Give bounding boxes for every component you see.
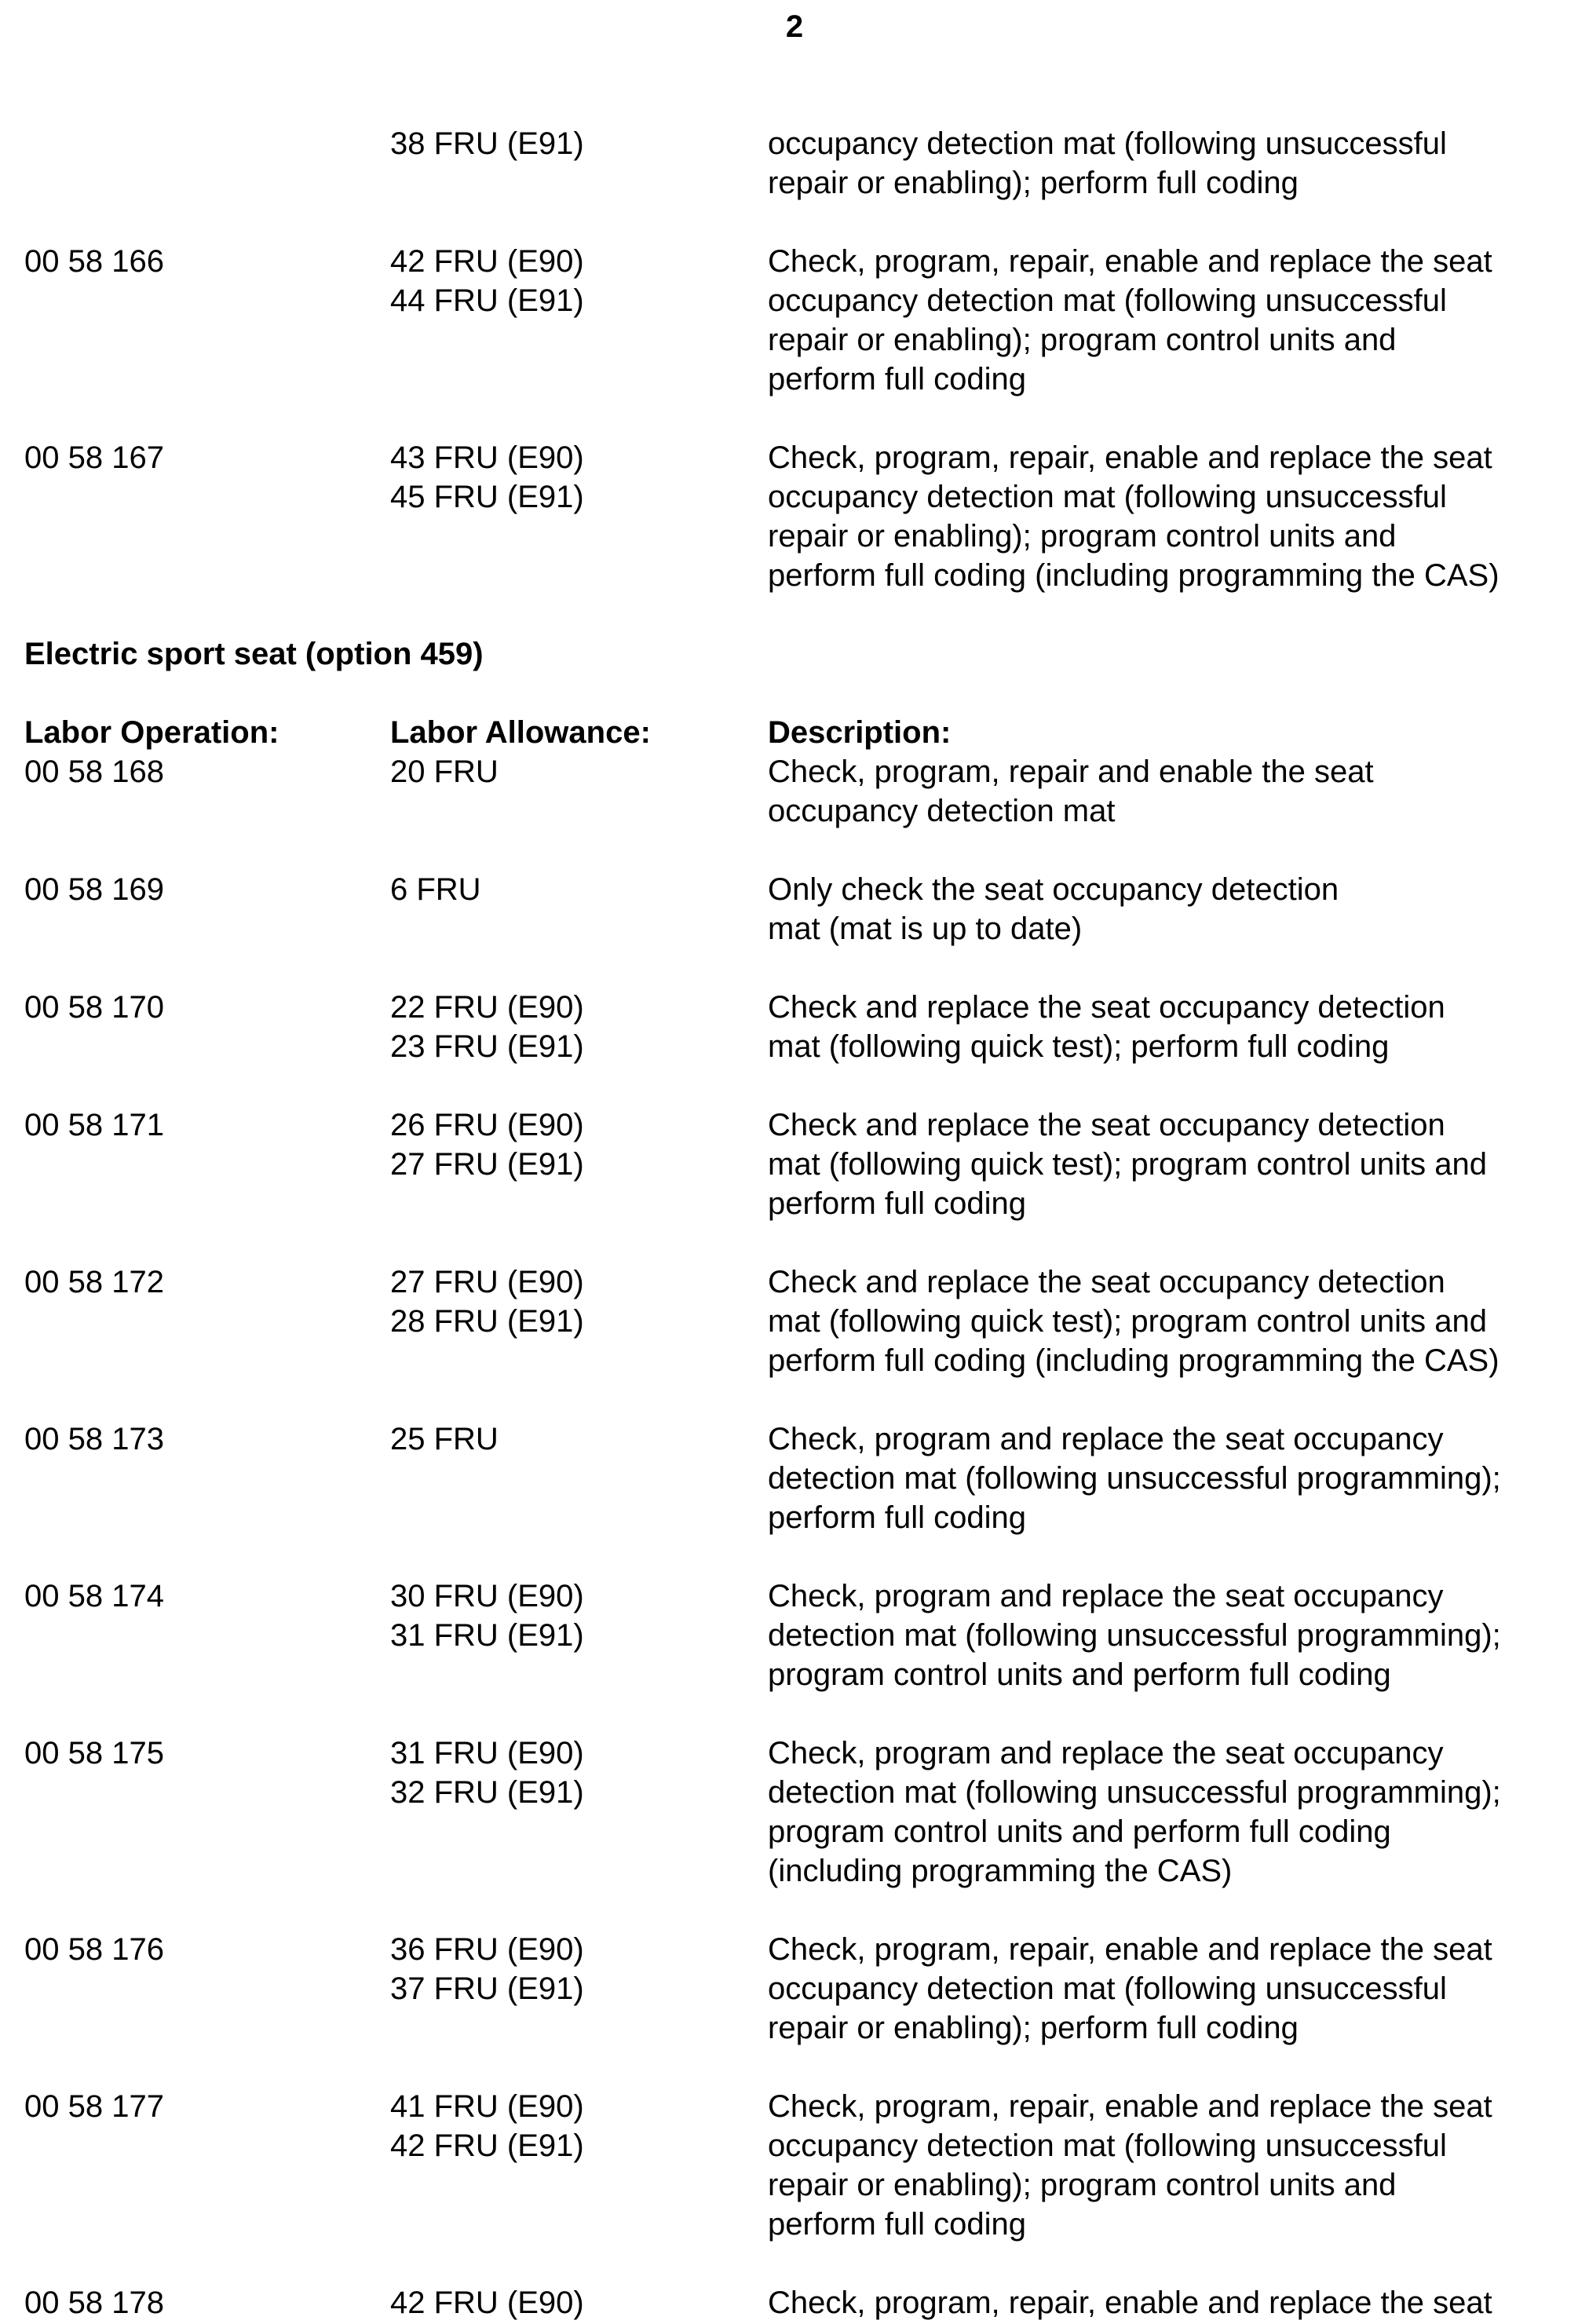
description-line: perform full coding <box>768 362 1027 396</box>
header-description-label: Description: <box>768 715 952 750</box>
description-line: perform full coding (including programming the CAS) <box>768 1343 1500 1378</box>
entry-row <box>24 124 1575 203</box>
description-line: Check and replace the seat occupancy detection <box>768 1108 1445 1142</box>
document-content <box>24 124 1575 2322</box>
labor-operation-cell <box>24 124 390 163</box>
labor-allowance: 31 FRU (E90) <box>390 1736 584 1770</box>
description-line: mat (following quick test); program control units and <box>768 1147 1487 1182</box>
description-line: program control units and perform full coding <box>768 1657 1391 1692</box>
labor-allowance: 6 FRU <box>390 872 481 907</box>
entry-row <box>24 1930 1575 2048</box>
description-cell <box>768 1734 1575 1891</box>
entry-row <box>24 242 1575 399</box>
labor-allowance: 37 FRU (E91) <box>390 1971 584 2006</box>
labor-operation-cell <box>24 242 390 281</box>
labor-allowance: 42 FRU (E91) <box>390 2129 584 2163</box>
labor-operation: 00 58 177 <box>24 2089 164 2124</box>
description-line: (including programming the CAS) <box>768 1854 1233 1888</box>
description-line: Check, program, repair and enable the seat <box>768 755 1374 789</box>
labor-allowance-cell <box>390 988 768 1066</box>
labor-allowance: 27 FRU (E91) <box>390 1147 584 1182</box>
labor-operation-cell <box>24 2087 390 2126</box>
description-line: occupancy detection mat (following unsuccessful <box>768 480 1447 514</box>
description-cell <box>768 438 1575 595</box>
labor-operation: 00 58 176 <box>24 1932 164 1967</box>
section-title: Electric sport seat (option 459) <box>24 637 484 671</box>
description-cell <box>768 1420 1575 1537</box>
description-line: occupancy detection mat (following unsuccessful <box>768 1971 1447 2006</box>
description-cell <box>768 752 1575 831</box>
header-description <box>768 713 1575 752</box>
labor-operation: 00 58 174 <box>24 1579 164 1613</box>
labor-allowance-cell <box>390 2283 768 2322</box>
description-line: mat (following quick test); perform full coding <box>768 1029 1390 1064</box>
description-line: program control units and perform full coding <box>768 1814 1391 1849</box>
labor-operation: 00 58 175 <box>24 1736 164 1770</box>
labor-allowance-cell <box>390 870 768 909</box>
labor-operation: 00 58 166 <box>24 244 164 279</box>
labor-allowance: 22 FRU (E90) <box>390 990 584 1025</box>
labor-allowance: 32 FRU (E91) <box>390 1775 584 1810</box>
labor-allowance-cell <box>390 752 768 791</box>
header-labor-allowance <box>390 713 768 752</box>
labor-operation: 00 58 171 <box>24 1108 164 1142</box>
labor-allowance-cell <box>390 1105 768 1184</box>
description-line: repair or enabling); program control units and <box>768 323 1397 357</box>
labor-operation-cell <box>24 1930 390 1969</box>
description-cell <box>768 988 1575 1066</box>
entry-row <box>24 2283 1575 2322</box>
description-line: detection mat (following unsuccessful programming); <box>768 1618 1501 1653</box>
description-line: perform full coding (including programming the CAS) <box>768 558 1500 593</box>
labor-allowance-cell <box>390 438 768 517</box>
labor-operation <box>24 124 390 163</box>
labor-allowance-cell <box>390 242 768 320</box>
labor-operation-cell <box>24 752 390 791</box>
description-line: Only check the seat occupancy detection <box>768 872 1339 907</box>
entry-row <box>24 1420 1575 1537</box>
labor-operation-cell <box>24 1420 390 1459</box>
entry-row <box>24 2087 1575 2244</box>
labor-allowance: 30 FRU (E90) <box>390 1579 584 1613</box>
labor-allowance: 43 FRU (E90) <box>390 440 584 475</box>
entry-row <box>24 1105 1575 1223</box>
labor-operation-cell <box>24 1577 390 1616</box>
description-line: perform full coding <box>768 2207 1027 2242</box>
description-cell <box>768 2283 1575 2322</box>
labor-allowance: 26 FRU (E90) <box>390 1108 584 1142</box>
description-line: occupancy detection mat (following unsuccessful <box>768 283 1447 318</box>
header-labor-operation <box>24 713 390 752</box>
entry-row <box>24 1577 1575 1694</box>
description-line: repair or enabling); perform full coding <box>768 166 1299 200</box>
section-entries <box>24 752 1575 2322</box>
description-line: repair or enabling); perform full coding <box>768 2011 1299 2045</box>
header-labor-operation-label: Labor Operation: <box>24 715 279 750</box>
description-line: perform full coding <box>768 1500 1027 1535</box>
description-cell <box>768 2087 1575 2244</box>
labor-allowance: 38 FRU (E91) <box>390 126 584 161</box>
labor-allowance-cell <box>390 1930 768 2008</box>
labor-allowance: 23 FRU (E91) <box>390 1029 584 1064</box>
labor-allowance-cell <box>390 2087 768 2165</box>
labor-allowance: 41 FRU (E90) <box>390 2089 584 2124</box>
description-line: Check, program, repair, enable and replace the seat <box>768 244 1492 279</box>
description-cell <box>768 124 1575 203</box>
description-line: repair or enabling); program control units and <box>768 519 1397 554</box>
description-line: mat (following quick test); program control units and <box>768 1304 1487 1339</box>
entry-row <box>24 1734 1575 1891</box>
labor-allowance: 20 FRU <box>390 755 499 789</box>
labor-operation-cell <box>24 1734 390 1773</box>
table-header <box>24 713 1575 752</box>
labor-operation-cell <box>24 1105 390 1145</box>
description-line: mat (mat is up to date) <box>768 912 1083 946</box>
labor-operation-cell <box>24 870 390 909</box>
description-cell <box>768 870 1575 948</box>
header-labor-allowance-label: Labor Allowance: <box>390 715 651 750</box>
description-line: Check, program and replace the seat occupancy <box>768 1579 1444 1613</box>
labor-operation: 00 58 178 <box>24 2286 164 2320</box>
labor-operation: 00 58 173 <box>24 1422 164 1456</box>
labor-allowance: 25 FRU <box>390 1422 499 1456</box>
entry-row <box>24 1262 1575 1380</box>
page-number: 2 <box>785 9 804 44</box>
entry-row <box>24 752 1575 831</box>
labor-allowance: 42 FRU (E90) <box>390 244 584 279</box>
labor-operation: 00 58 172 <box>24 1265 164 1299</box>
labor-allowance: 27 FRU (E90) <box>390 1265 584 1299</box>
labor-allowance: 45 FRU (E91) <box>390 480 584 514</box>
description-cell <box>768 1577 1575 1694</box>
labor-allowance-cell <box>390 124 768 163</box>
description-line: occupancy detection mat <box>768 794 1116 828</box>
description-line: Check, program, repair, enable and replace the seat <box>768 2089 1492 2124</box>
labor-allowance-cell <box>390 1734 768 1812</box>
description-line: Check, program and replace the seat occupancy <box>768 1422 1444 1456</box>
labor-allowance: 42 FRU (E90) <box>390 2286 584 2320</box>
labor-allowance-cell <box>390 1577 768 1655</box>
labor-operation-cell <box>24 2283 390 2322</box>
labor-operation: 00 58 168 <box>24 755 164 789</box>
description-line: Check, program, repair, enable and replace the seat <box>768 1932 1492 1967</box>
labor-allowance: 36 FRU (E90) <box>390 1932 584 1967</box>
labor-allowance: 28 FRU (E91) <box>390 1304 584 1339</box>
entry-row <box>24 870 1575 948</box>
description-cell <box>768 1930 1575 2048</box>
description-line: occupancy detection mat (following unsuccessful <box>768 126 1447 161</box>
description-line: perform full coding <box>768 1186 1027 1221</box>
description-cell <box>768 1262 1575 1380</box>
labor-operation-cell <box>24 988 390 1027</box>
labor-allowance: 44 FRU (E91) <box>390 283 584 318</box>
labor-operation-cell <box>24 438 390 477</box>
description-line: detection mat (following unsuccessful programming); <box>768 1461 1501 1496</box>
labor-operation: 00 58 170 <box>24 990 164 1025</box>
labor-operation: 00 58 169 <box>24 872 164 907</box>
description-line: Check, program and replace the seat occupancy <box>768 1736 1444 1770</box>
entry-row <box>24 988 1575 1066</box>
labor-operation: 00 58 167 <box>24 440 164 475</box>
description-line: occupancy detection mat (following unsuccessful <box>768 2129 1447 2163</box>
labor-allowance-cell <box>390 1262 768 1341</box>
description-cell <box>768 242 1575 399</box>
labor-allowance-cell <box>390 1420 768 1459</box>
description-line: detection mat (following unsuccessful programming); <box>768 1775 1501 1810</box>
description-cell <box>768 1105 1575 1223</box>
description-line: Check and replace the seat occupancy detection <box>768 1265 1445 1299</box>
description-line: Check, program, repair, enable and replace the seat <box>768 440 1492 475</box>
description-line: repair or enabling); program control units and <box>768 2168 1397 2202</box>
description-line: Check, program, repair, enable and replace the seat <box>768 2286 1492 2320</box>
description-line: Check and replace the seat occupancy detection <box>768 990 1445 1025</box>
labor-allowance: 31 FRU (E91) <box>390 1618 584 1653</box>
labor-operation-cell <box>24 1262 390 1302</box>
entry-row <box>24 438 1575 595</box>
